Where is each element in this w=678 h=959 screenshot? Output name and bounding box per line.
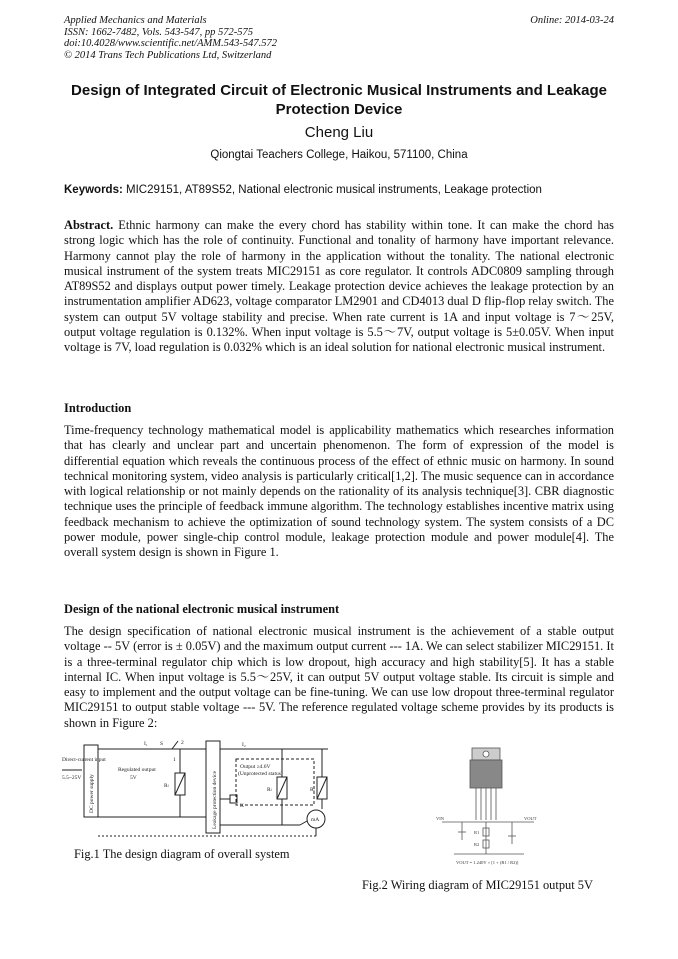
fig1-label-reg-out: Regulated output (118, 767, 156, 773)
affiliation: Qiongtai Teachers College, Haikou, 571100, China (210, 149, 468, 161)
fig1-label-r-right: Rᵢ (310, 787, 315, 793)
fig1-label-i2: I₂ (242, 742, 246, 748)
fig1-label-i1: I₁ (144, 741, 148, 747)
fig1-switch (172, 741, 178, 749)
journal-name: Applied Mechanics and Materials (64, 15, 207, 26)
fig1-label-rl-left: Rₗ (164, 783, 169, 789)
keywords-text: MIC29151, AT89S52, National electronic musical instruments, Leakage protection (126, 184, 542, 196)
fig1-label-dc-input: Direct-current input (62, 757, 106, 763)
doi: doi:10.4028/www.scientific.net/AMM.543-547.572 (64, 38, 277, 49)
fig2-diagram (434, 744, 550, 868)
fig1-label-rl-mid: Rₗ (267, 787, 272, 793)
online-date: Online: 2014-03-24 (530, 15, 614, 26)
fig1-label-s: S (160, 741, 164, 747)
fig1-label-dc-supply: DC power supply (89, 774, 95, 813)
journal-header (64, 15, 277, 61)
fig2-label-r1: R1 (474, 830, 480, 835)
keywords (64, 184, 542, 196)
fig1-caption: Fig.1 The design diagram of overall system (74, 847, 290, 861)
fig1-diagram (60, 735, 340, 843)
copyright: © 2014 Trans Tech Publications Ltd, Switzerland (64, 49, 272, 61)
design-heading: Design of the national electronic musical instrument (64, 602, 340, 616)
fig1-label-1: 1 (173, 757, 176, 763)
abstract-label: Abstract. (64, 218, 114, 232)
fig1-label-2: 2 (181, 740, 184, 746)
fig1-label-output-v: Output ≥4.6V (240, 764, 271, 770)
design-text: The design specification of national electronic musical instrument is the achievement of a stable output voltage -- 5V (error is ± 0.05V) and the maximum output current --- 1A. We can select stabilizer MIC29151. It is a three-terminal regulator chip which is low dropout, high accuracy and high stability[5]. It has a stable internal IC. When input voltage is 5.5～25V, it can output 5V output voltage stable. Its circuit is simple and easy to implement and the output voltage can be fine-tuning. We can use low dropout three-terminal regulator MIC29151 to output stable voltage --- 5V. The reference regulated voltage scheme provides by its products is shown in Figure 2: (64, 624, 614, 730)
fig1-label-leak-device: Leakage protection device (212, 770, 218, 829)
fig2-label-formula: VOUT = 1.240V × [1 + (R1 / R2)] (456, 860, 519, 865)
introduction-text: Time-frequency technology mathematical model is applicability mathematics which researches information that has clearly and unclear part and uncertain phenomenon. The form of expression of the model is differential equation which reveals the continuous process of the effect of ethnic music on harmony. In sound technical monitoring system, video analysis is particularly critical[1,2]. The music sequence can in accordance with logical relationship or not mainly depends on the rationality of its analysis technique[3]. CBR diagnostic technique uses the principle of feedback immune algorithm. The technology establishes incentive matrix using feedback mechanism to achieve the optimization of sound technology system. The system consists of a DC power module, power single-chip control module, leakage protection module and power module[4]. The overall system design is shown in Figure 1. (64, 423, 614, 560)
fig1-label-k: K (240, 803, 244, 809)
fig1-label-ma: mA (311, 817, 320, 823)
fig2-chip-body (470, 760, 502, 788)
fig2-label-vin: VIN (436, 816, 444, 821)
abstract-text: Ethnic harmony can make the every chord has stability within tone. It can make the chord has strong logic which has the role of continuity. Functional and tonality of harmony have important relevance. Harmony cannot play the role of harmony in the application without the tonality. The national electronic musical instrument of the system treats MIC29151 as core regulator. It controls ADC0809 sampling through AT89S52 and displays output power timely. Leakage protection device achieves the leakage protection by an instrumentation amplifier AD623, voltage comparator LM2901 and CD4013 dual D flip-flop relay switch. The system can output 5V voltage stability and precise. When rate current is 1A and input voltage is 7～25V, output voltage regulation is 0.132%. When input voltage is 5.5～7V, output voltage is 5±0.05V. When input voltage is 7V, load regulation is 0.032% which is an ideal solution for national electronic musical instrument. (64, 218, 614, 355)
fig1-label-dc-range: 5.5~25V (62, 775, 82, 781)
paper-title: Design of Integrated Circuit of Electronic Musical Instruments and Leakage Protection Device (71, 82, 607, 118)
introduction-heading: Introduction (64, 401, 132, 415)
fig2-label-vout: VOUT (524, 816, 537, 821)
abstract (64, 218, 614, 356)
author: Cheng Liu (304, 124, 374, 141)
fig1-label-reg-5v: 5V (130, 775, 137, 781)
issn: ISSN: 1662-7482, Vols. 543-547, pp 572-575 (64, 26, 253, 38)
fig2-label-r2: R2 (474, 842, 480, 847)
fig2-caption: Fig.2 Wiring diagram of MIC29151 output 5V (362, 878, 593, 892)
fig1-label-unprotected: (Unprotected status) (238, 771, 283, 777)
keywords-label: Keywords: (64, 184, 123, 196)
